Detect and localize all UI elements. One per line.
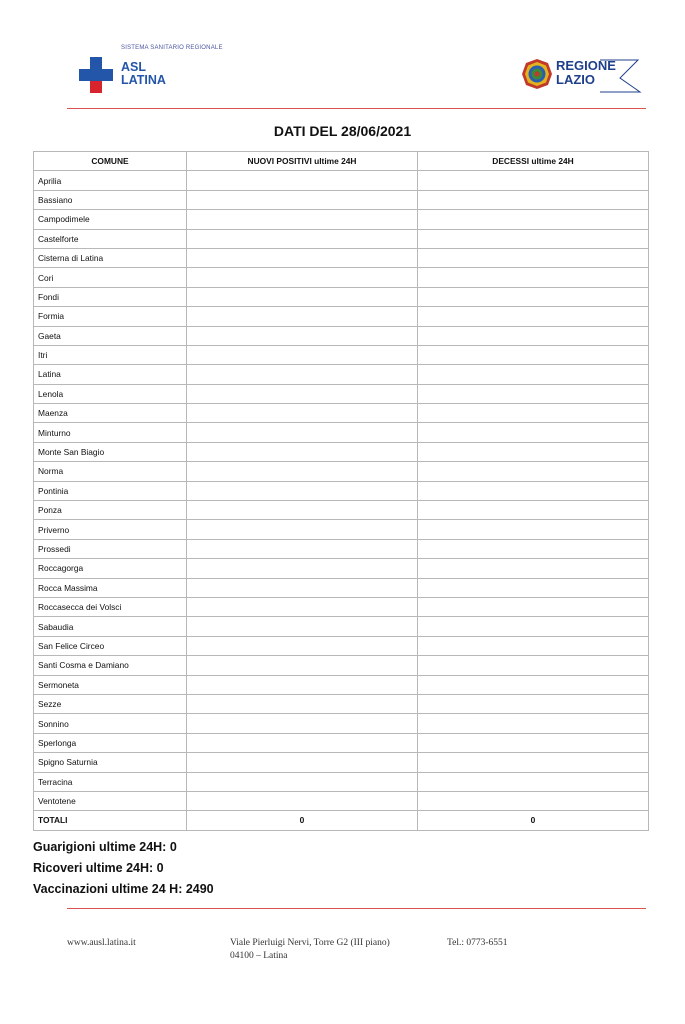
table-row <box>34 287 649 306</box>
decessi-cell <box>418 326 649 345</box>
asl-tagline: SISTEMA SANITARIO REGIONALE <box>121 45 223 51</box>
table-row <box>34 481 649 500</box>
comune-cell: Sabaudia <box>34 617 187 636</box>
footer-address-line2: 04100 – Latina <box>230 951 288 961</box>
table-header-row <box>34 152 649 171</box>
comune-cell: Aprilia <box>34 171 187 190</box>
nuovi-positivi-cell <box>187 326 418 345</box>
header-comune: COMUNE <box>34 152 187 171</box>
comune-cell: Minturno <box>34 423 187 442</box>
nuovi-positivi-cell <box>187 539 418 558</box>
page-header <box>0 0 685 112</box>
footer-website[interactable]: www.ausl.latina.it <box>67 938 136 948</box>
table-row <box>34 229 649 248</box>
decessi-cell <box>418 462 649 481</box>
decessi-cell <box>418 694 649 713</box>
table-row <box>34 578 649 597</box>
table-row <box>34 442 649 461</box>
regione-line1: REGIONE <box>556 58 616 73</box>
decessi-cell <box>418 229 649 248</box>
decessi-cell <box>418 345 649 364</box>
nuovi-positivi-cell <box>187 442 418 461</box>
decessi-cell <box>418 442 649 461</box>
nuovi-positivi-cell <box>187 675 418 694</box>
table-row <box>34 501 649 520</box>
table-row <box>34 636 649 655</box>
decessi-cell <box>418 501 649 520</box>
nuovi-positivi-cell <box>187 559 418 578</box>
decessi-cell <box>418 481 649 500</box>
totals-label: TOTALI <box>34 811 187 830</box>
table-row <box>34 365 649 384</box>
table-row <box>34 694 649 713</box>
nuovi-positivi-cell <box>187 733 418 752</box>
comune-cell: Campodimele <box>34 210 187 229</box>
nuovi-positivi-cell <box>187 481 418 500</box>
nuovi-positivi-cell <box>187 384 418 403</box>
decessi-cell <box>418 791 649 810</box>
decessi-cell <box>418 404 649 423</box>
decessi-cell <box>418 248 649 267</box>
comune-cell: Maenza <box>34 404 187 423</box>
comune-cell: Pontinia <box>34 481 187 500</box>
decessi-cell <box>418 307 649 326</box>
comune-cell: Roccasecca dei Volsci <box>34 597 187 616</box>
comune-cell: Bassiano <box>34 190 187 209</box>
totals-row <box>34 811 649 830</box>
table-row <box>34 210 649 229</box>
comune-cell: Spigno Saturnia <box>34 753 187 772</box>
ricoveri-line: Ricoveri ultime 24H: 0 <box>33 861 164 875</box>
table-row <box>34 675 649 694</box>
comune-cell: Norma <box>34 462 187 481</box>
regione-line2: LAZIO <box>556 72 595 87</box>
nuovi-positivi-cell <box>187 210 418 229</box>
nuovi-positivi-cell <box>187 345 418 364</box>
asl-cross-logo-icon <box>79 57 113 93</box>
footer-tel: Tel.: 0773-6551 <box>447 938 508 948</box>
decessi-cell <box>418 287 649 306</box>
decessi-cell <box>418 520 649 539</box>
table-row <box>34 559 649 578</box>
footer-address <box>230 937 390 963</box>
table-row <box>34 404 649 423</box>
nuovi-positivi-cell <box>187 307 418 326</box>
table-row <box>34 753 649 772</box>
table-row <box>34 597 649 616</box>
table-row <box>34 462 649 481</box>
header-nuovi-positivi: NUOVI POSITIVI ultime 24H <box>187 152 418 171</box>
decessi-cell <box>418 656 649 675</box>
comune-cell: Latina <box>34 365 187 384</box>
decessi-cell <box>418 423 649 442</box>
nuovi-positivi-cell <box>187 617 418 636</box>
nuovi-positivi-cell <box>187 772 418 791</box>
comune-cell: Cisterna di Latina <box>34 248 187 267</box>
nuovi-positivi-cell <box>187 520 418 539</box>
nuovi-positivi-cell <box>187 597 418 616</box>
comune-cell: Rocca Massima <box>34 578 187 597</box>
table-row <box>34 617 649 636</box>
decessi-cell <box>418 714 649 733</box>
nuovi-positivi-cell <box>187 268 418 287</box>
table-row <box>34 171 649 190</box>
comune-cell: Prossedi <box>34 539 187 558</box>
nuovi-positivi-cell <box>187 753 418 772</box>
decessi-cell <box>418 171 649 190</box>
comune-cell: Fondi <box>34 287 187 306</box>
nuovi-positivi-cell <box>187 714 418 733</box>
table-row <box>34 307 649 326</box>
comune-cell: Gaeta <box>34 326 187 345</box>
comune-cell: Sperlonga <box>34 733 187 752</box>
nuovi-positivi-cell <box>187 636 418 655</box>
decessi-cell <box>418 539 649 558</box>
nuovi-positivi-cell <box>187 791 418 810</box>
summary-block <box>33 837 214 900</box>
header-decessi: DECESSI ultime 24H <box>418 152 649 171</box>
nuovi-positivi-cell <box>187 501 418 520</box>
footer-divider <box>67 908 646 909</box>
comune-cell: Terracina <box>34 772 187 791</box>
comune-cell: Formia <box>34 307 187 326</box>
table-row <box>34 539 649 558</box>
asl-logo-text <box>121 61 166 87</box>
decessi-cell <box>418 210 649 229</box>
comune-cell: Santi Cosma e Damiano <box>34 656 187 675</box>
regione-lazio-emblem-icon <box>521 58 553 90</box>
page-title: DATI DEL 28/06/2021 <box>273 123 412 139</box>
decessi-cell <box>418 384 649 403</box>
table-row <box>34 656 649 675</box>
nuovi-positivi-cell <box>187 287 418 306</box>
decessi-cell <box>418 268 649 287</box>
table-row <box>34 248 649 267</box>
table-row <box>34 190 649 209</box>
decessi-cell <box>418 365 649 384</box>
nuovi-positivi-cell <box>187 462 418 481</box>
decessi-cell <box>418 753 649 772</box>
table-row <box>34 423 649 442</box>
decessi-cell <box>418 190 649 209</box>
decessi-cell <box>418 578 649 597</box>
comune-cell: Sermoneta <box>34 675 187 694</box>
guarigioni-line: Guarigioni ultime 24H: 0 <box>33 840 177 854</box>
comuni-table <box>33 151 649 831</box>
comune-cell: Priverno <box>34 520 187 539</box>
nuovi-positivi-cell <box>187 656 418 675</box>
table-row <box>34 772 649 791</box>
comune-cell: Cori <box>34 268 187 287</box>
comune-cell: Monte San Biagio <box>34 442 187 461</box>
totals-nuovi-positivi: 0 <box>187 811 418 830</box>
nuovi-positivi-cell <box>187 190 418 209</box>
nuovi-positivi-cell <box>187 229 418 248</box>
comune-cell: Lenola <box>34 384 187 403</box>
vaccinazioni-line: Vaccinazioni ultime 24 H: 2490 <box>33 882 214 896</box>
decessi-cell <box>418 733 649 752</box>
decessi-cell <box>418 772 649 791</box>
decessi-cell <box>418 636 649 655</box>
comune-cell: San Felice Circeo <box>34 636 187 655</box>
table-row <box>34 520 649 539</box>
asl-line2: LATINA <box>121 73 166 87</box>
comune-cell: Sonnino <box>34 714 187 733</box>
table-row <box>34 345 649 364</box>
decessi-cell <box>418 617 649 636</box>
regione-lazio-chevron-icon <box>600 58 642 94</box>
table-row <box>34 326 649 345</box>
nuovi-positivi-cell <box>187 248 418 267</box>
table-row <box>34 791 649 810</box>
nuovi-positivi-cell <box>187 423 418 442</box>
nuovi-positivi-cell <box>187 694 418 713</box>
decessi-cell <box>418 597 649 616</box>
nuovi-positivi-cell <box>187 171 418 190</box>
comune-cell: Ventotene <box>34 791 187 810</box>
comune-cell: Sezze <box>34 694 187 713</box>
decessi-cell <box>418 675 649 694</box>
nuovi-positivi-cell <box>187 365 418 384</box>
comune-cell: Castelforte <box>34 229 187 248</box>
table-row <box>34 733 649 752</box>
table-row <box>34 714 649 733</box>
comune-cell: Itri <box>34 345 187 364</box>
footer-address-line1: Viale Pierluigi Nervi, Torre G2 (III piano) <box>230 938 390 948</box>
comune-cell: Ponza <box>34 501 187 520</box>
nuovi-positivi-cell <box>187 404 418 423</box>
decessi-cell <box>418 559 649 578</box>
asl-line1: ASL <box>121 60 146 74</box>
header-divider <box>67 108 646 109</box>
table-row <box>34 384 649 403</box>
comune-cell: Roccagorga <box>34 559 187 578</box>
nuovi-positivi-cell <box>187 578 418 597</box>
table-row <box>34 268 649 287</box>
totals-decessi: 0 <box>418 811 649 830</box>
